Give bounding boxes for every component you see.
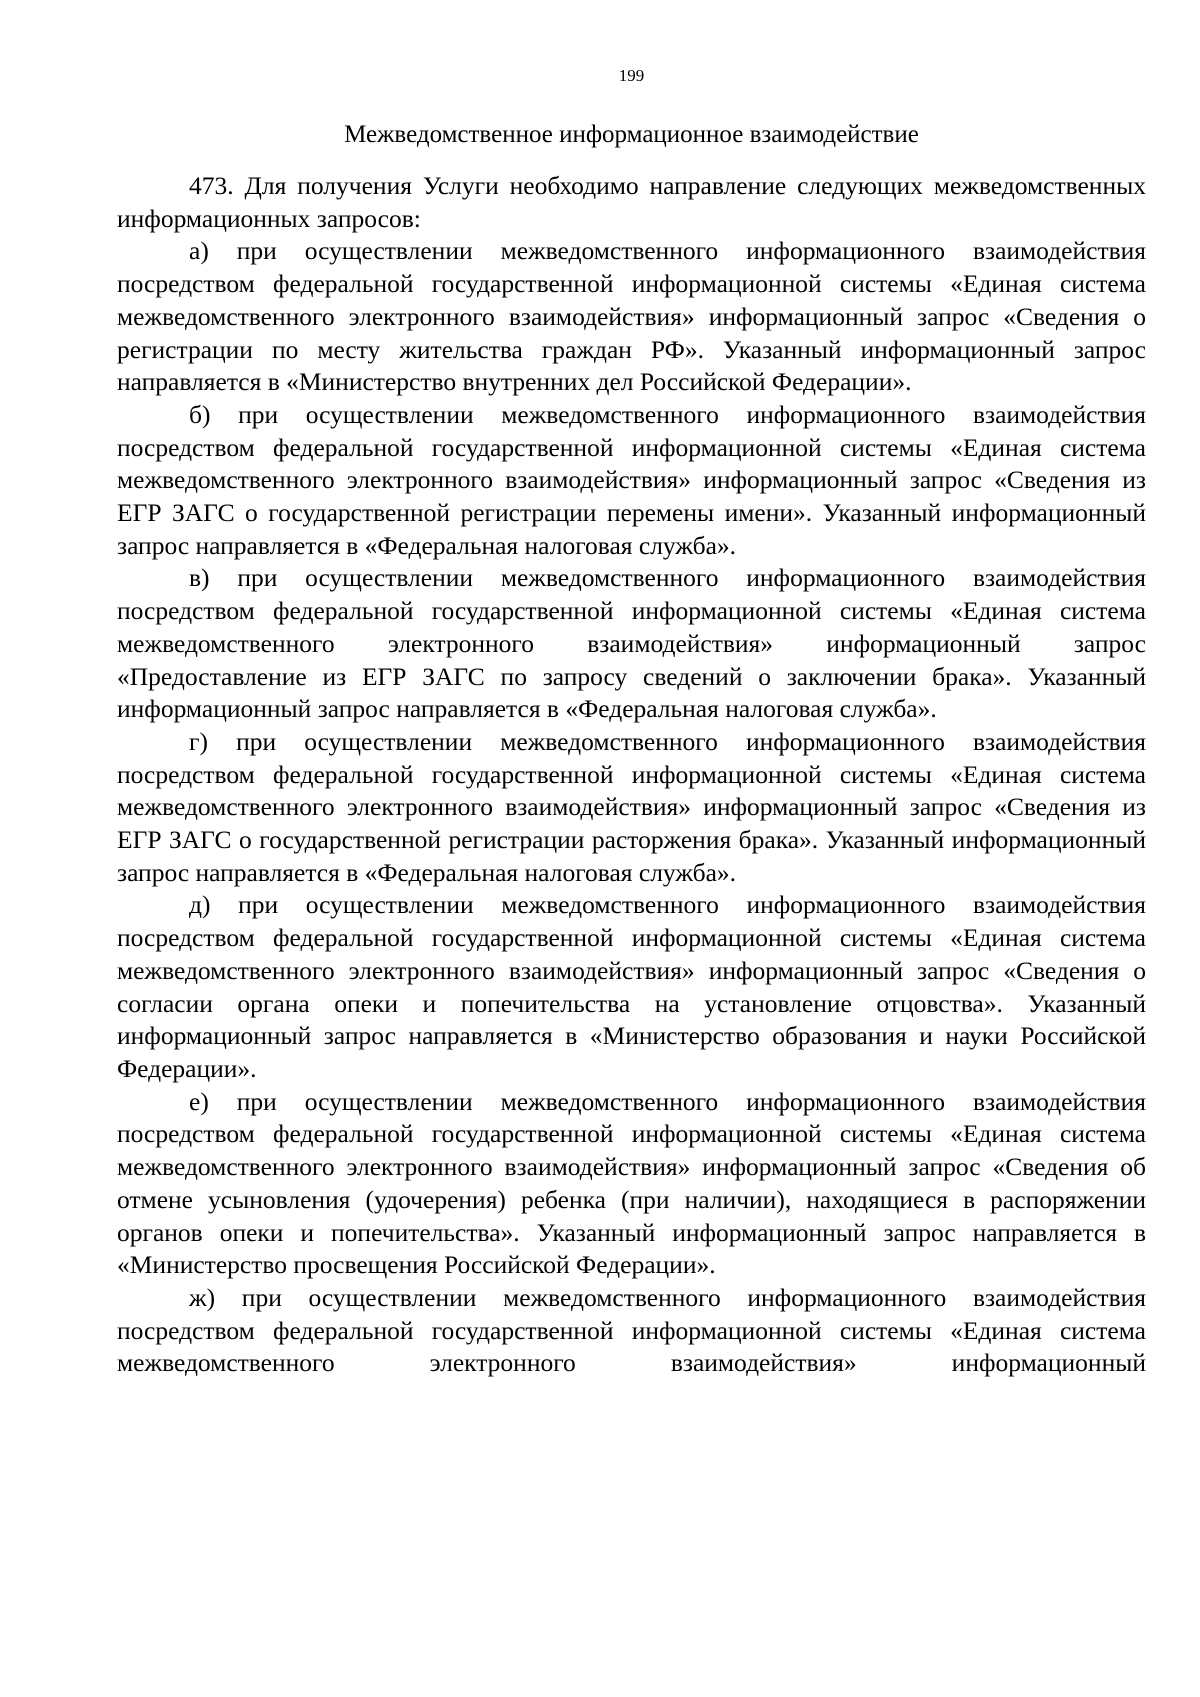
section-title: Межведомственное информационное взаимодействие	[344, 121, 919, 148]
paragraph-item-g: г) при осуществлении межведомственного информационного взаимодействия посредством федеральной государственной информационной системы «Единая система межведомственного электронного взаимодействия» информационный запрос «Сведения из ЕГР ЗАГС о государственной регистрации расторжения брака». Указанный информационный запрос направляется в «Федеральная налоговая служба».	[117, 726, 1146, 887]
paragraph-item-a: а) при осуществлении межведомственного информационного взаимодействия посредством федеральной государственной информационной системы «Единая система межведомственного электронного взаимодействия» информационный запрос «Сведения о регистрации по месту жительства граждан РФ». Указанный информационный запрос направляется в «Министерство внутренних дел Российской Федерации».	[117, 236, 1146, 397]
paragraph-item-b: б) при осуществлении межведомственного информационного взаимодействия посредством федеральной государственной информационной системы «Единая система межведомственного электронного взаимодействия» информационный запрос «Сведения из ЕГР ЗАГС о государственной регистрации перемены имени». Указанный информационный запрос направляется в «Федеральная налоговая служба».	[117, 399, 1146, 560]
page-number: 199	[618, 66, 645, 85]
paragraph-item-d: д) при осуществлении межведомственного информационного взаимодействия посредством федеральной государственной информационной системы «Единая система межведомственного электронного взаимодействия» информационный запрос «Сведения о согласии органа опеки и попечительства на установление отцовства». Указанный информационный запрос направляется в «Министерство образования и науки Российской Федерации».	[117, 890, 1146, 1083]
paragraph-473: 473. Для получения Услуги необходимо направление следующих межведомственных информационных запросов:	[117, 171, 1146, 233]
document-page	[117, 66, 1146, 1380]
paragraph-item-v: в) при осуществлении межведомственного информационного взаимодействия посредством федеральной государственной информационной системы «Единая система межведомственного электронного взаимодействия» информационный запрос «Предоставление из ЕГР ЗАГС по запросу сведений о заключении брака». Указанный информационный запрос направляется в «Федеральная налоговая служба».	[117, 563, 1146, 724]
paragraph-item-e: е) при осуществлении межведомственного информационного взаимодействия посредством федеральной государственной информационной системы «Единая система межведомственного электронного взаимодействия» информационный запрос «Сведения об отмене усыновления (удочерения) ребенка (при наличии), находящиеся в распоряжении органов опеки и попечительства». Указанный информационный запрос направляется в «Министерство просвещения Российской Федерации».	[117, 1086, 1146, 1280]
paragraph-item-zh: ж) при осуществлении межведомственного информационного взаимодействия посредством федеральной государственной информационной системы «Единая система межведомственного электронного взаимодействия» информационный	[117, 1282, 1146, 1378]
